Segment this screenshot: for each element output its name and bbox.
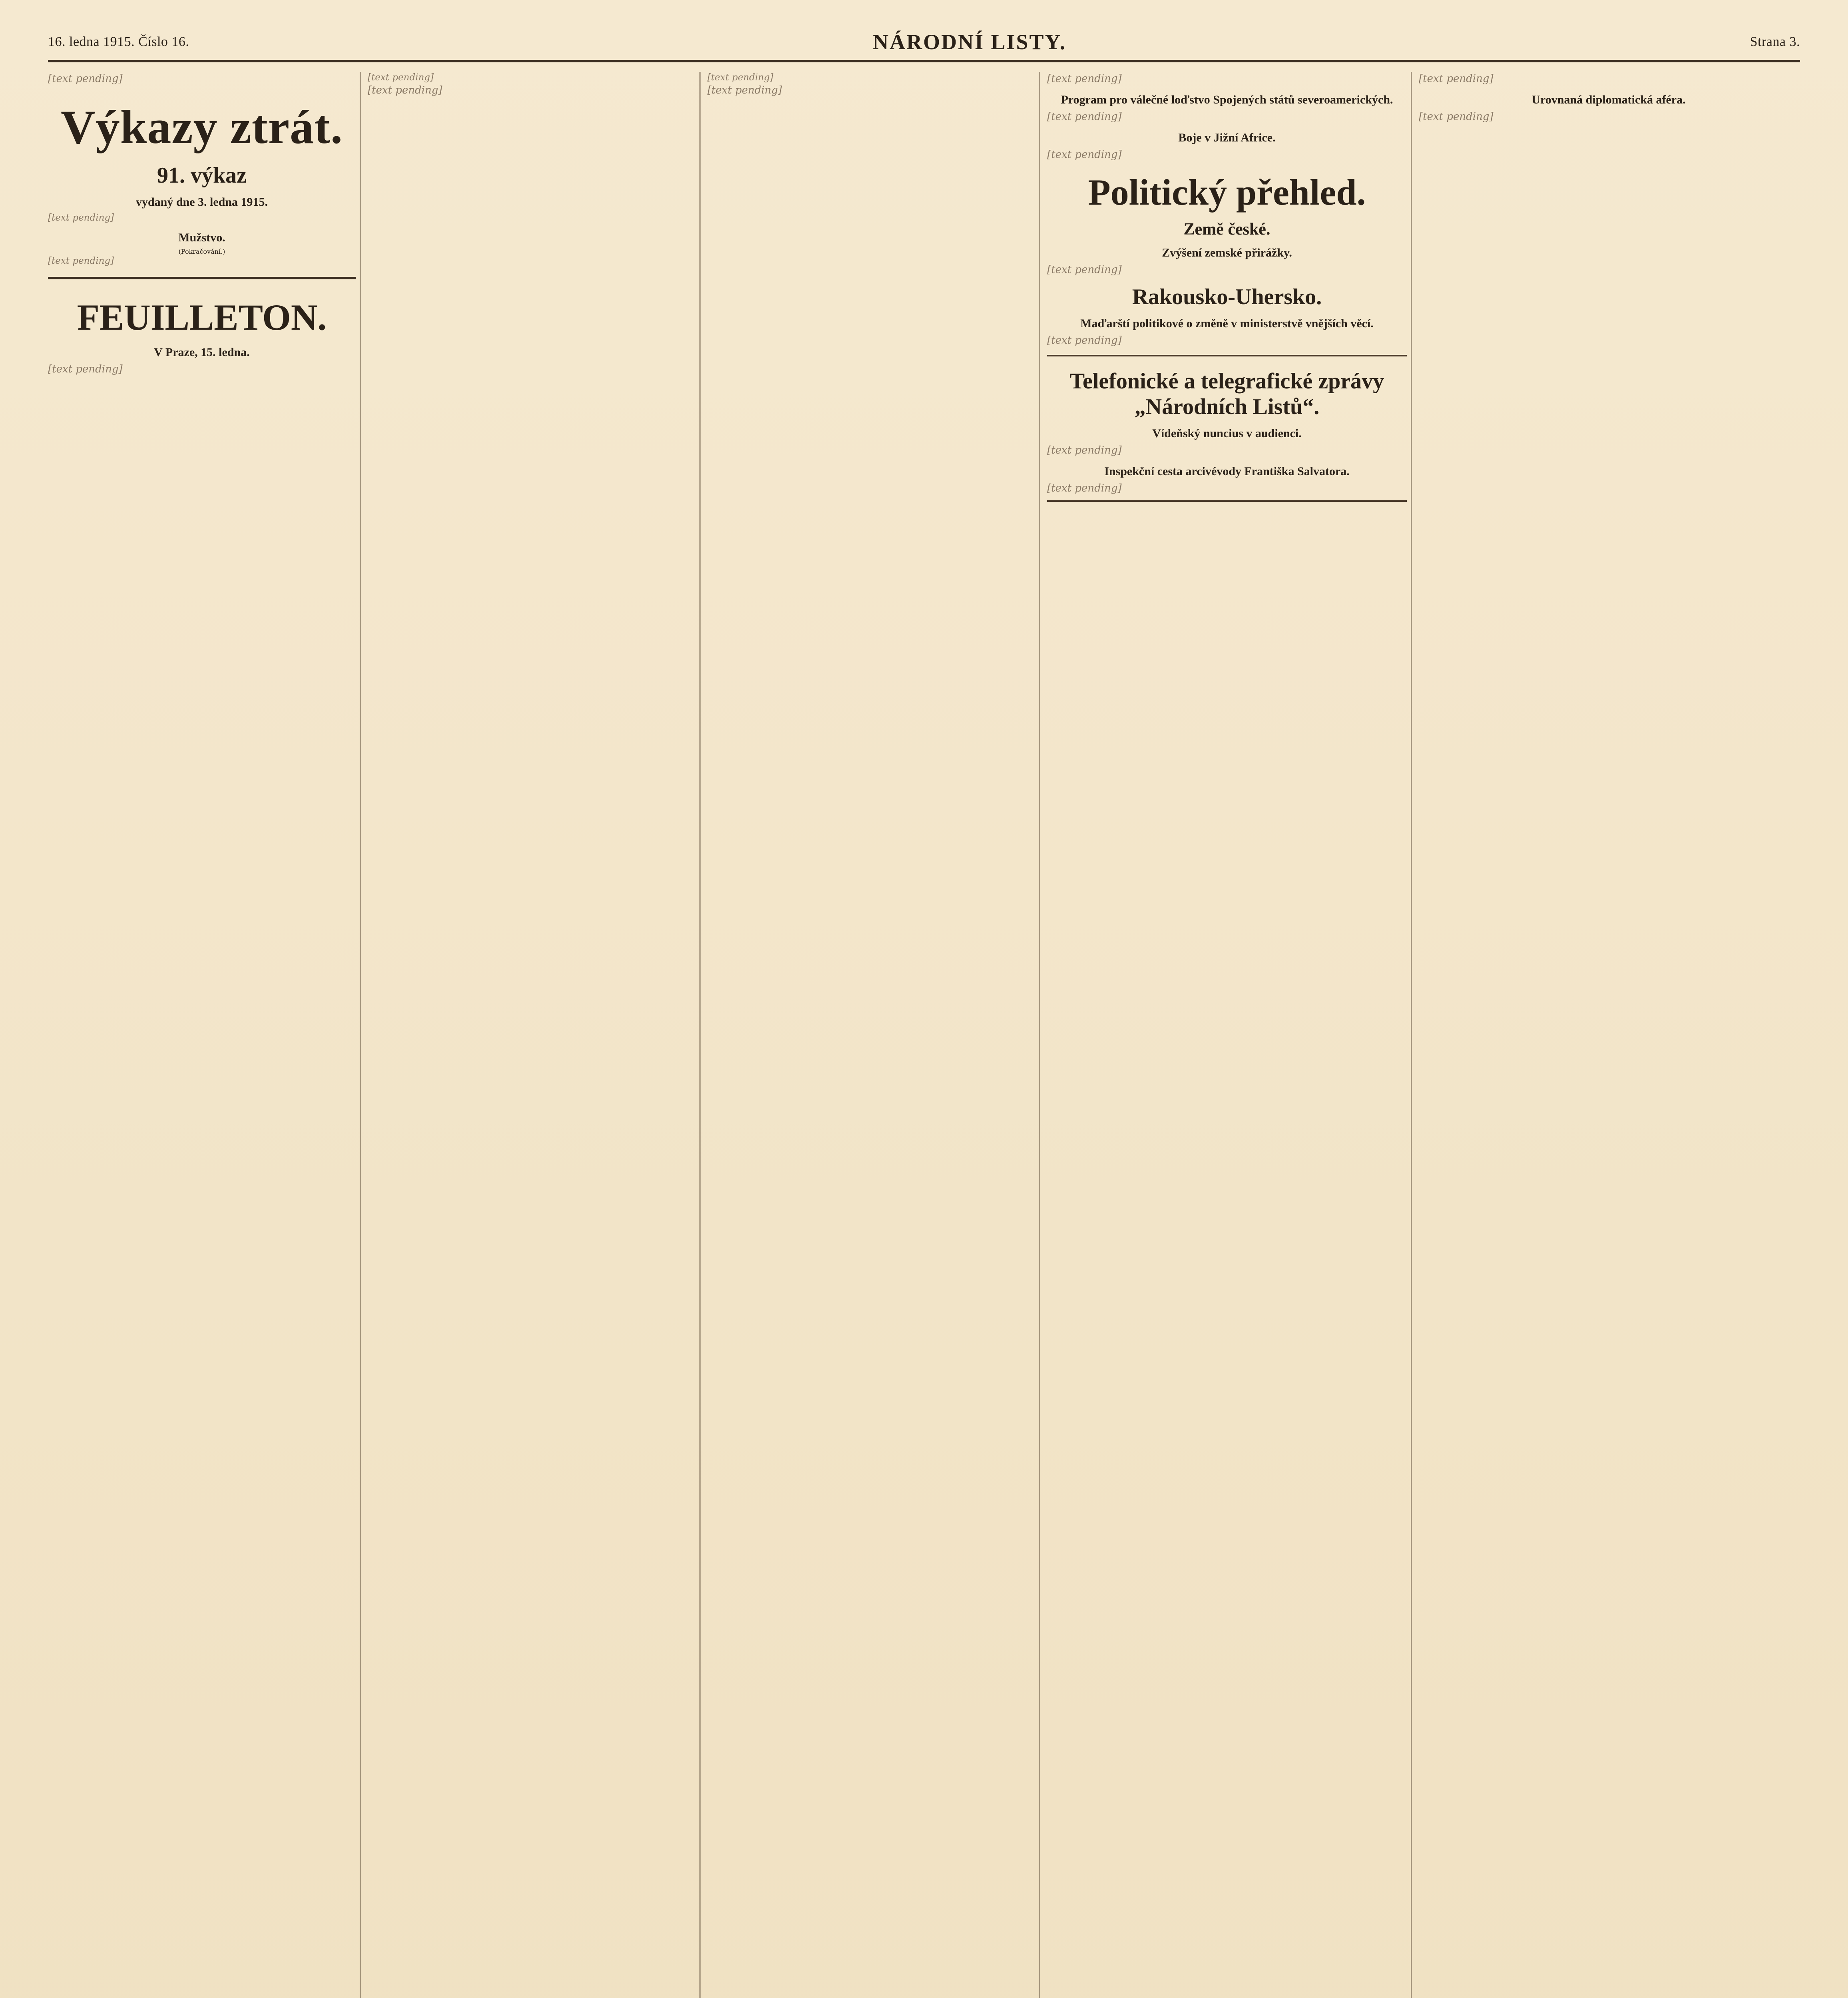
casualty-list: [text pending] (48, 256, 114, 267)
article-text: [text pending] (1047, 334, 1122, 347)
article-text: [text pending] (1047, 110, 1122, 123)
feuilleton-place: V Praze, 15. ledna. (154, 345, 250, 359)
section-note: (Pokračování.) (178, 248, 225, 256)
telegram-section (1047, 355, 1407, 502)
column-1 (48, 72, 356, 1998)
article-heading: Vídeňský nuncius v audienci. (1152, 427, 1302, 440)
article-heading: Inspekční cesta arcivévody Františka Salvatora. (1104, 464, 1350, 478)
column-separator (1411, 72, 1412, 1998)
section-subheading: 91. výkaz (157, 163, 247, 188)
article-text: [text pending] (48, 73, 123, 85)
article-text: [text pending] (1047, 148, 1122, 161)
casualty-list: [text pending] (368, 72, 434, 83)
section-heading: Výkazy ztrát. (60, 100, 343, 153)
article-text: [text pending] (48, 212, 114, 223)
column-5 (1419, 72, 1798, 1998)
column-separator (360, 72, 361, 1998)
article-heading: Urovnaná diplomatická aféra. (1531, 93, 1686, 106)
article-text: [text pending] (1047, 444, 1122, 457)
section-heading: Rakousko-Uhersko. (1132, 285, 1322, 310)
article-heading: Program pro válečné loďstvo Spojených států severoamerických. (1061, 93, 1393, 106)
column-separator (699, 72, 701, 1998)
section-heading: Telefonické a telegrafické zprávy „Národních Listů“. (1069, 369, 1384, 420)
article-text: [text pending] (1047, 264, 1122, 276)
article-text: [text pending] (1419, 73, 1494, 85)
page-header (48, 24, 1800, 62)
column-separator (1039, 72, 1040, 1998)
column-3 (707, 72, 1035, 1998)
section-subheading: Země české. (1183, 220, 1270, 239)
article-heading: Maďarští politikové o změně v ministerstvě vnějších věcí. (1080, 317, 1374, 330)
feuilleton (48, 277, 356, 376)
page-number: Strana 3. (1750, 34, 1800, 49)
feuilleton-text: [text pending] (48, 363, 123, 375)
section-heading: Politický přehled. (1088, 172, 1366, 213)
casualty-list: [text pending] (707, 72, 774, 83)
article-text: [text pending] (1047, 73, 1122, 85)
feuilleton-text: [text pending] (707, 84, 782, 97)
masthead: NÁRODNÍ LISTY. (872, 30, 1067, 54)
section-date: vydaný dne 3. ledna 1915. (135, 195, 268, 209)
article-text: [text pending] (1047, 482, 1122, 494)
feuilleton-title: FEUILLETON. (77, 297, 327, 338)
column-2 (368, 72, 695, 1998)
column-4 (1047, 72, 1407, 1998)
article-heading: Boje v Jižní Africe. (1178, 131, 1276, 144)
article-text: [text pending] (1419, 110, 1494, 123)
section-label: Mužstvo. (178, 231, 225, 245)
article-heading: Zvýšení zemské přirážky. (1162, 246, 1292, 260)
feuilleton-text: [text pending] (368, 84, 442, 97)
issue-date: 16. ledna 1915. Číslo 16. (48, 34, 189, 49)
